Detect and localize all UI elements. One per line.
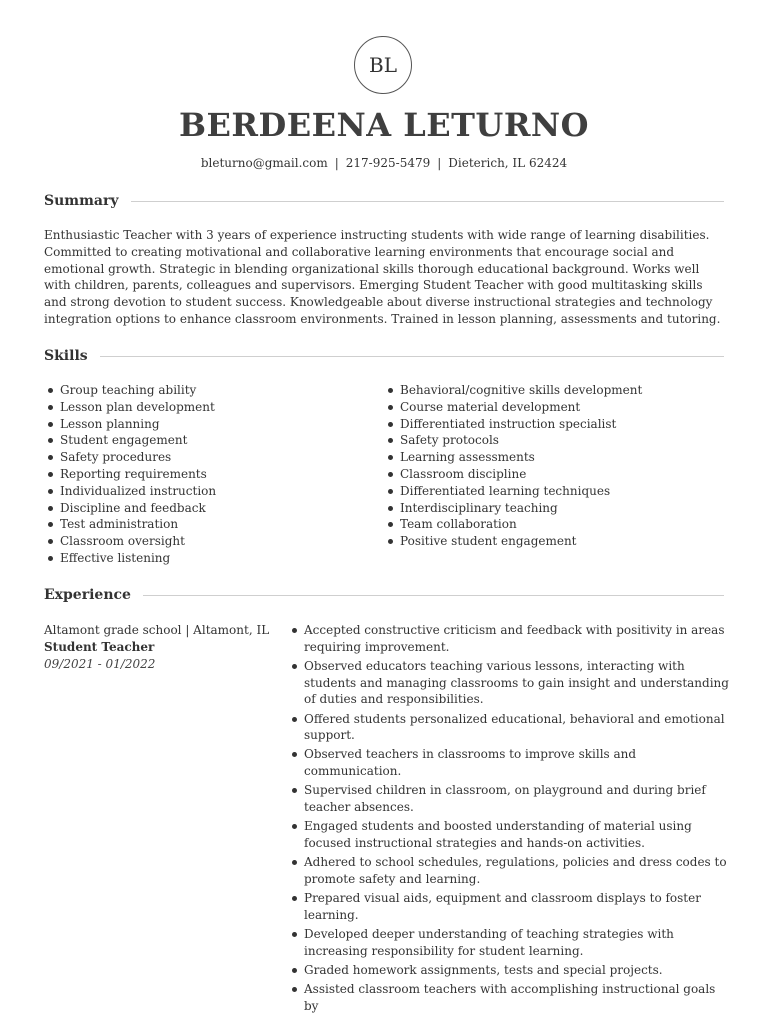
- duty-item: Assisted classroom teachers with accomplishing instructional goals by: [290, 981, 730, 1015]
- experience-section-header: [44, 587, 724, 603]
- skill-item: Learning assessments: [384, 449, 642, 466]
- section-divider: [100, 356, 724, 357]
- skill-item: Safety procedures: [44, 449, 216, 466]
- job-duties-list: [290, 622, 730, 1017]
- skill-item: Individualized instruction: [44, 483, 216, 500]
- job-employer: Altamont grade school | Altamont, IL: [44, 623, 270, 637]
- skill-item: Classroom oversight: [44, 533, 216, 550]
- contact-email[interactable]: bleturno@gmail.com: [200, 156, 328, 170]
- skill-item: Test administration: [44, 516, 216, 533]
- candidate-name: BERDEENA LETURNO: [178, 106, 590, 144]
- monogram-initials: BL: [369, 53, 397, 77]
- job-role: Student Teacher: [44, 639, 155, 654]
- skill-item: Reporting requirements: [44, 466, 216, 483]
- section-divider: [131, 201, 725, 202]
- contact-location: Dieterich, IL 62424: [448, 156, 568, 170]
- skill-item: Differentiated learning techniques: [384, 483, 642, 500]
- skill-item: Student engagement: [44, 432, 216, 449]
- duty-item: Graded homework assignments, tests and special projects.: [290, 962, 730, 979]
- summary-text: Enthusiastic Teacher with 3 years of experience instructing students with wide range of learning disabilities. Committed to creating motivational and collaborative learning environments that encourage social and emotional growth. Strategic in blending organizational skills thorough educational background. Works well with children, parents, colleagues and supervisors. Emerging Student Teacher with good multitasking skills and strong devotion to student success. Knowledgeable about diverse instructional strategies and technology integration options to enhance classroom environments. Trained in lesson planning, assessments and tutoring.: [44, 228, 721, 326]
- skill-item: Course material development: [384, 399, 642, 416]
- summary-section-header: [44, 193, 724, 209]
- duty-item: Adhered to school schedules, regulations, policies and dress codes to promote safety and learning.: [290, 854, 730, 888]
- monogram-badge: [354, 36, 412, 94]
- skills-section-header: [44, 348, 724, 364]
- skill-item: Safety protocols: [384, 432, 642, 449]
- contact-separator: |: [437, 156, 442, 170]
- duty-item: Observed educators teaching various lessons, interacting with students and managing classrooms to gain insight and understanding of duties and responsibilities.: [290, 658, 730, 708]
- skill-item: Interdisciplinary teaching: [384, 500, 642, 517]
- job-meta: [44, 622, 284, 672]
- skill-item: Team collaboration: [384, 516, 642, 533]
- duty-item: Engaged students and boosted understanding of material using focused instructional strategies and hands-on activities.: [290, 818, 730, 852]
- skill-item: Discipline and feedback: [44, 500, 216, 517]
- skills-heading: Skills: [44, 348, 88, 364]
- contact-separator: |: [334, 156, 339, 170]
- skill-item: Classroom discipline: [384, 466, 642, 483]
- skills-list-right: [384, 382, 642, 550]
- duty-item: Supervised children in classroom, on playground and during brief teacher absences.: [290, 782, 730, 816]
- duty-item: Observed teachers in classrooms to improve skills and communication.: [290, 746, 730, 780]
- experience-heading: Experience: [44, 587, 131, 603]
- duty-item: Accepted constructive criticism and feedback with positivity in areas requiring improvement.: [290, 622, 730, 656]
- skill-item: Lesson planning: [44, 416, 216, 433]
- contact-phone[interactable]: 217-925-5479: [345, 156, 431, 170]
- duty-item: Prepared visual aids, equipment and classroom displays to foster learning.: [290, 890, 730, 924]
- duty-item: Offered students personalized educational, behavioral and emotional support.: [290, 711, 730, 745]
- skill-item: Positive student engagement: [384, 533, 642, 550]
- duty-item: Developed deeper understanding of teaching strategies with increasing responsibility for student learning.: [290, 926, 730, 960]
- skill-item: Differentiated instruction specialist: [384, 416, 642, 433]
- section-divider: [143, 595, 724, 596]
- job-dates: 09/2021 - 01/2022: [44, 656, 156, 671]
- summary-heading: Summary: [44, 193, 119, 209]
- skills-list-left: [44, 382, 216, 567]
- contact-line: [0, 156, 768, 170]
- skill-item: Behavioral/cognitive skills development: [384, 382, 642, 399]
- skill-item: Lesson plan development: [44, 399, 216, 416]
- skill-item: Group teaching ability: [44, 382, 216, 399]
- skill-item: Effective listening: [44, 550, 216, 567]
